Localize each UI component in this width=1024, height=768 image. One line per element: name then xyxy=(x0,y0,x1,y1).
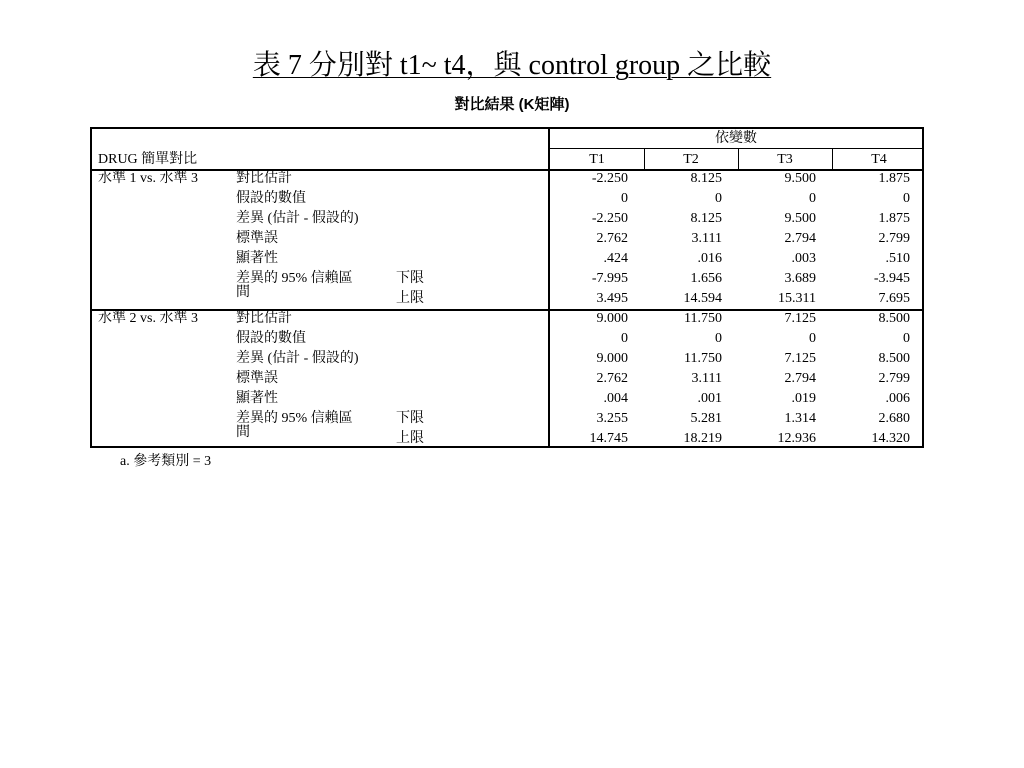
column-header-t2: T2 xyxy=(683,152,699,167)
table-cell: 0 xyxy=(621,331,628,346)
table-title: 對比結果 (K矩陣) xyxy=(454,96,570,113)
table-cell: 9.500 xyxy=(784,211,816,226)
column-header-t1: T1 xyxy=(589,152,605,167)
table-cell: .003 xyxy=(791,251,816,266)
table-cell: 9.000 xyxy=(596,311,628,326)
table-cell: 8.500 xyxy=(878,351,910,366)
table-cell: 9.000 xyxy=(596,351,628,366)
table-cell: 2.799 xyxy=(878,231,910,246)
row-header-label: DRUG 簡單對比 xyxy=(98,152,198,167)
comparison-label: 水準 1 vs. 水準 3 xyxy=(98,171,198,186)
table-cell: 1.314 xyxy=(784,411,816,426)
table-cell: 2.762 xyxy=(596,371,628,386)
statistic-label: 假設的數值 xyxy=(236,191,306,206)
column-header-t3: T3 xyxy=(777,152,793,167)
ci-lower-label: 下限 xyxy=(396,271,424,286)
table-cell: 14.594 xyxy=(683,291,722,306)
statistic-label: 標準誤 xyxy=(236,371,278,386)
table-cell: .006 xyxy=(885,391,910,406)
table-cell: -3.945 xyxy=(873,271,910,286)
table-cell: 0 xyxy=(809,191,816,206)
statistic-label: 標準誤 xyxy=(236,231,278,246)
table-cell: 2.762 xyxy=(596,231,628,246)
statistic-label: 假設的數值 xyxy=(236,331,306,346)
table-cell: 1.656 xyxy=(690,271,722,286)
table-cell: 2.794 xyxy=(784,371,816,386)
table-cell: 3.111 xyxy=(691,231,722,246)
table-cell: 7.125 xyxy=(784,351,816,366)
table-cell: -7.995 xyxy=(591,271,628,286)
table-cell: 15.311 xyxy=(778,291,816,306)
table-cell: 0 xyxy=(715,191,722,206)
table-cell: 8.125 xyxy=(690,171,722,186)
table-cell: -2.250 xyxy=(591,171,628,186)
ci-upper-label: 上限 xyxy=(396,431,424,446)
column-header-t4: T4 xyxy=(871,152,887,167)
ci-label: 差異的 95% 信賴區 xyxy=(236,271,353,286)
statistic-label: 對比估計 xyxy=(236,311,292,326)
ci-label: 間 xyxy=(236,285,250,300)
ci-label: 差異的 95% 信賴區 xyxy=(236,411,353,426)
table-cell: 14.745 xyxy=(589,431,628,446)
table-cell: 11.750 xyxy=(684,311,722,326)
table-cell: -2.250 xyxy=(591,211,628,226)
table-cell: 2.794 xyxy=(784,231,816,246)
statistic-label: 差異 (估計 - 假設的) xyxy=(236,351,359,366)
table-cell: 0 xyxy=(903,331,910,346)
table-cell: 1.875 xyxy=(878,171,910,186)
statistic-label: 對比估計 xyxy=(236,171,292,186)
table-cell: 0 xyxy=(809,331,816,346)
table-cell: .001 xyxy=(697,391,722,406)
comparison-label: 水準 2 vs. 水準 3 xyxy=(98,311,198,326)
table-footnote: a. 參考類別 = 3 xyxy=(120,454,212,469)
table-cell: 7.695 xyxy=(878,291,910,306)
contrast-results-table xyxy=(90,127,924,448)
table-cell: .510 xyxy=(885,251,910,266)
ci-upper-label: 上限 xyxy=(396,291,424,306)
table-cell: 14.320 xyxy=(871,431,910,446)
table-cell: 11.750 xyxy=(684,351,722,366)
header-divider xyxy=(548,148,922,149)
table-cell: .424 xyxy=(603,251,628,266)
table-cell: 0 xyxy=(715,331,722,346)
table-cell: 18.219 xyxy=(683,431,722,446)
table-cell: 9.500 xyxy=(784,171,816,186)
statistic-label: 顯著性 xyxy=(236,391,278,406)
page-title: 表 7 分別對 t1~ t4，與 control group 之比較 xyxy=(252,50,772,81)
table-cell: 3.255 xyxy=(596,411,628,426)
table-cell: 5.281 xyxy=(690,411,722,426)
table-cell: 3.689 xyxy=(784,271,816,286)
table-cell: 8.500 xyxy=(878,311,910,326)
ci-label: 間 xyxy=(236,425,250,440)
table-cell: .016 xyxy=(697,251,722,266)
table-cell: 3.495 xyxy=(596,291,628,306)
table-cell: 2.799 xyxy=(878,371,910,386)
table-cell: .019 xyxy=(791,391,816,406)
ci-lower-label: 下限 xyxy=(396,411,424,426)
table-cell: .004 xyxy=(603,391,628,406)
table-cell: 2.680 xyxy=(878,411,910,426)
dependent-variable-header: 依變數 xyxy=(715,131,757,146)
statistic-label: 差異 (估計 - 假設的) xyxy=(236,211,359,226)
table-cell: 12.936 xyxy=(777,431,816,446)
statistic-label: 顯著性 xyxy=(236,251,278,266)
table-cell: 7.125 xyxy=(784,311,816,326)
table-cell: 3.111 xyxy=(691,371,722,386)
table-cell: 8.125 xyxy=(690,211,722,226)
table-cell: 0 xyxy=(903,191,910,206)
table-cell: 0 xyxy=(621,191,628,206)
table-cell: 1.875 xyxy=(878,211,910,226)
